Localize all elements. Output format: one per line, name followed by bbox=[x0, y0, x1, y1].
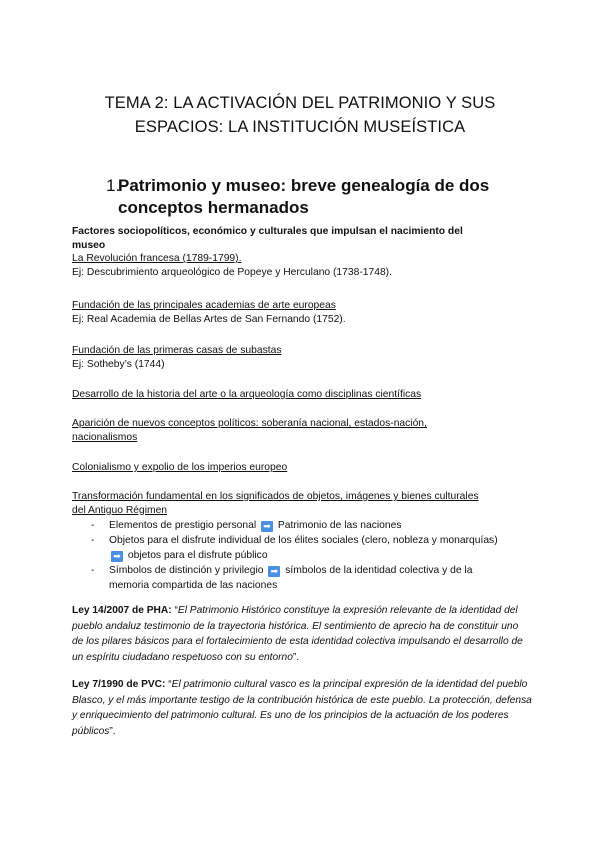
list-item bbox=[72, 563, 542, 593]
auctions-block bbox=[72, 344, 542, 371]
bullet-3-after: símbolos de la identidad colectiva y de la bbox=[285, 565, 473, 576]
law-1-close: ”. bbox=[292, 651, 300, 663]
auctions-title: Fundación de las primeras casas de subastas bbox=[72, 345, 282, 356]
transformation-line-2: del Antiguo Régimen bbox=[72, 504, 168, 516]
factors-block bbox=[72, 225, 542, 279]
history-title: Desarrollo de la historia del arte o la arqueología como disciplinas científicas bbox=[72, 389, 422, 400]
law-1-label: Ley 14/2007 de PHA: bbox=[72, 605, 172, 616]
law-1-open: “ bbox=[171, 605, 178, 616]
law-1-quote bbox=[72, 603, 532, 665]
bullet-dash: - bbox=[91, 565, 95, 576]
list-item bbox=[72, 533, 542, 563]
law-2-label: Ley 7/1990 de PVC: bbox=[72, 679, 166, 690]
right-arrow-icon: ➡ bbox=[268, 566, 280, 577]
factors-heading-line-2: museo bbox=[72, 239, 106, 251]
law-2-quote bbox=[72, 677, 532, 739]
bullet-3-continuation: memoria compartida de las naciones bbox=[109, 580, 278, 591]
transformation-line-1: Transformación fundamental en los significados de objetos, imágenes y bienes culturales bbox=[72, 491, 479, 502]
list-item bbox=[72, 518, 542, 533]
revolution-title: La Revolución francesa (1789-1799). bbox=[72, 253, 242, 264]
history-block bbox=[72, 388, 542, 402]
bullet-dash: - bbox=[91, 535, 95, 546]
law-2-close: ”. bbox=[109, 725, 116, 737]
auctions-example: Ej: Sotheby’s (1744) bbox=[72, 358, 165, 370]
transformation-list bbox=[72, 518, 542, 593]
transformation-block bbox=[72, 490, 542, 593]
title-line-2: ESPACIOS: LA INSTITUCIÓN MUSEÍSTICA bbox=[134, 118, 466, 136]
political-line-2: nacionalismos bbox=[72, 431, 138, 443]
section-heading bbox=[106, 175, 538, 219]
section-heading-line-1: Patrimonio y museo: breve genealogía de dos bbox=[118, 176, 490, 195]
political-block bbox=[72, 417, 542, 444]
academies-block bbox=[72, 299, 542, 326]
document-title bbox=[40, 91, 560, 139]
revolution-example: Ej: Descubrimiento arqueológico de Popeye y Herculano (1738-1748). bbox=[72, 266, 392, 278]
title-line-1: TEMA 2: LA ACTIVACIÓN DEL PATRIMONIO Y SUS bbox=[104, 94, 496, 112]
law-2-open: “ bbox=[165, 679, 172, 690]
factors-heading-line-1: Factores sociopolíticos, económico y culturales que impulsan el nacimiento del bbox=[72, 226, 463, 237]
section-number: 1. bbox=[106, 176, 121, 195]
political-line-1: Aparición de nuevos conceptos políticos: soberanía nacional, estados-nación, bbox=[72, 418, 427, 429]
academies-title: Fundación de las principales academias de arte europeas bbox=[72, 300, 336, 311]
colonialism-block bbox=[72, 461, 542, 475]
bullet-3-before: Símbolos de distinción y privilegio bbox=[109, 565, 264, 576]
bullet-dash: - bbox=[91, 520, 95, 531]
bullet-1-before: Elementos de prestigio personal bbox=[109, 520, 257, 531]
law-1-text: El Patrimonio Histórico constituye la expresión relevante de la identidad del pueblo andaluz testimonio de la trayectoria histórica. El sentimiento de aprecio ha de constituir uno de los pilares básicos para el fortalecimiento de esta identidad colectiva impulsando el desarrollo de un espíritu ciudadano respetuoso con su entorno bbox=[72, 605, 523, 663]
right-arrow-icon: ➡ bbox=[261, 521, 273, 532]
bullet-2-before: Objetos para el disfrute individual de los élites sociales (clero, nobleza y monarquías) bbox=[109, 535, 498, 546]
academies-example: Ej: Real Academia de Bellas Artes de San Fernando (1752). bbox=[72, 313, 346, 325]
law-2-text: El patrimonio cultural vasco es la principal expresión de la identidad del pueblo Blasco, y el más importante testigo de la contribución histórica de este pueblo. La protección, defensa y enriquecimiento del patrimonio cultural. Es uno de los principios de la actuación de los poderes públicos bbox=[72, 679, 532, 737]
bullet-1-after: Patrimonio de las naciones bbox=[277, 520, 402, 531]
colonialism-title: Colonialismo y expolio de los imperios europeo bbox=[72, 462, 288, 473]
bullet-2-after: objetos para el disfrute público bbox=[127, 550, 268, 561]
right-arrow-icon: ➡ bbox=[111, 551, 123, 562]
section-heading-line-2: conceptos hermanados bbox=[118, 198, 309, 217]
